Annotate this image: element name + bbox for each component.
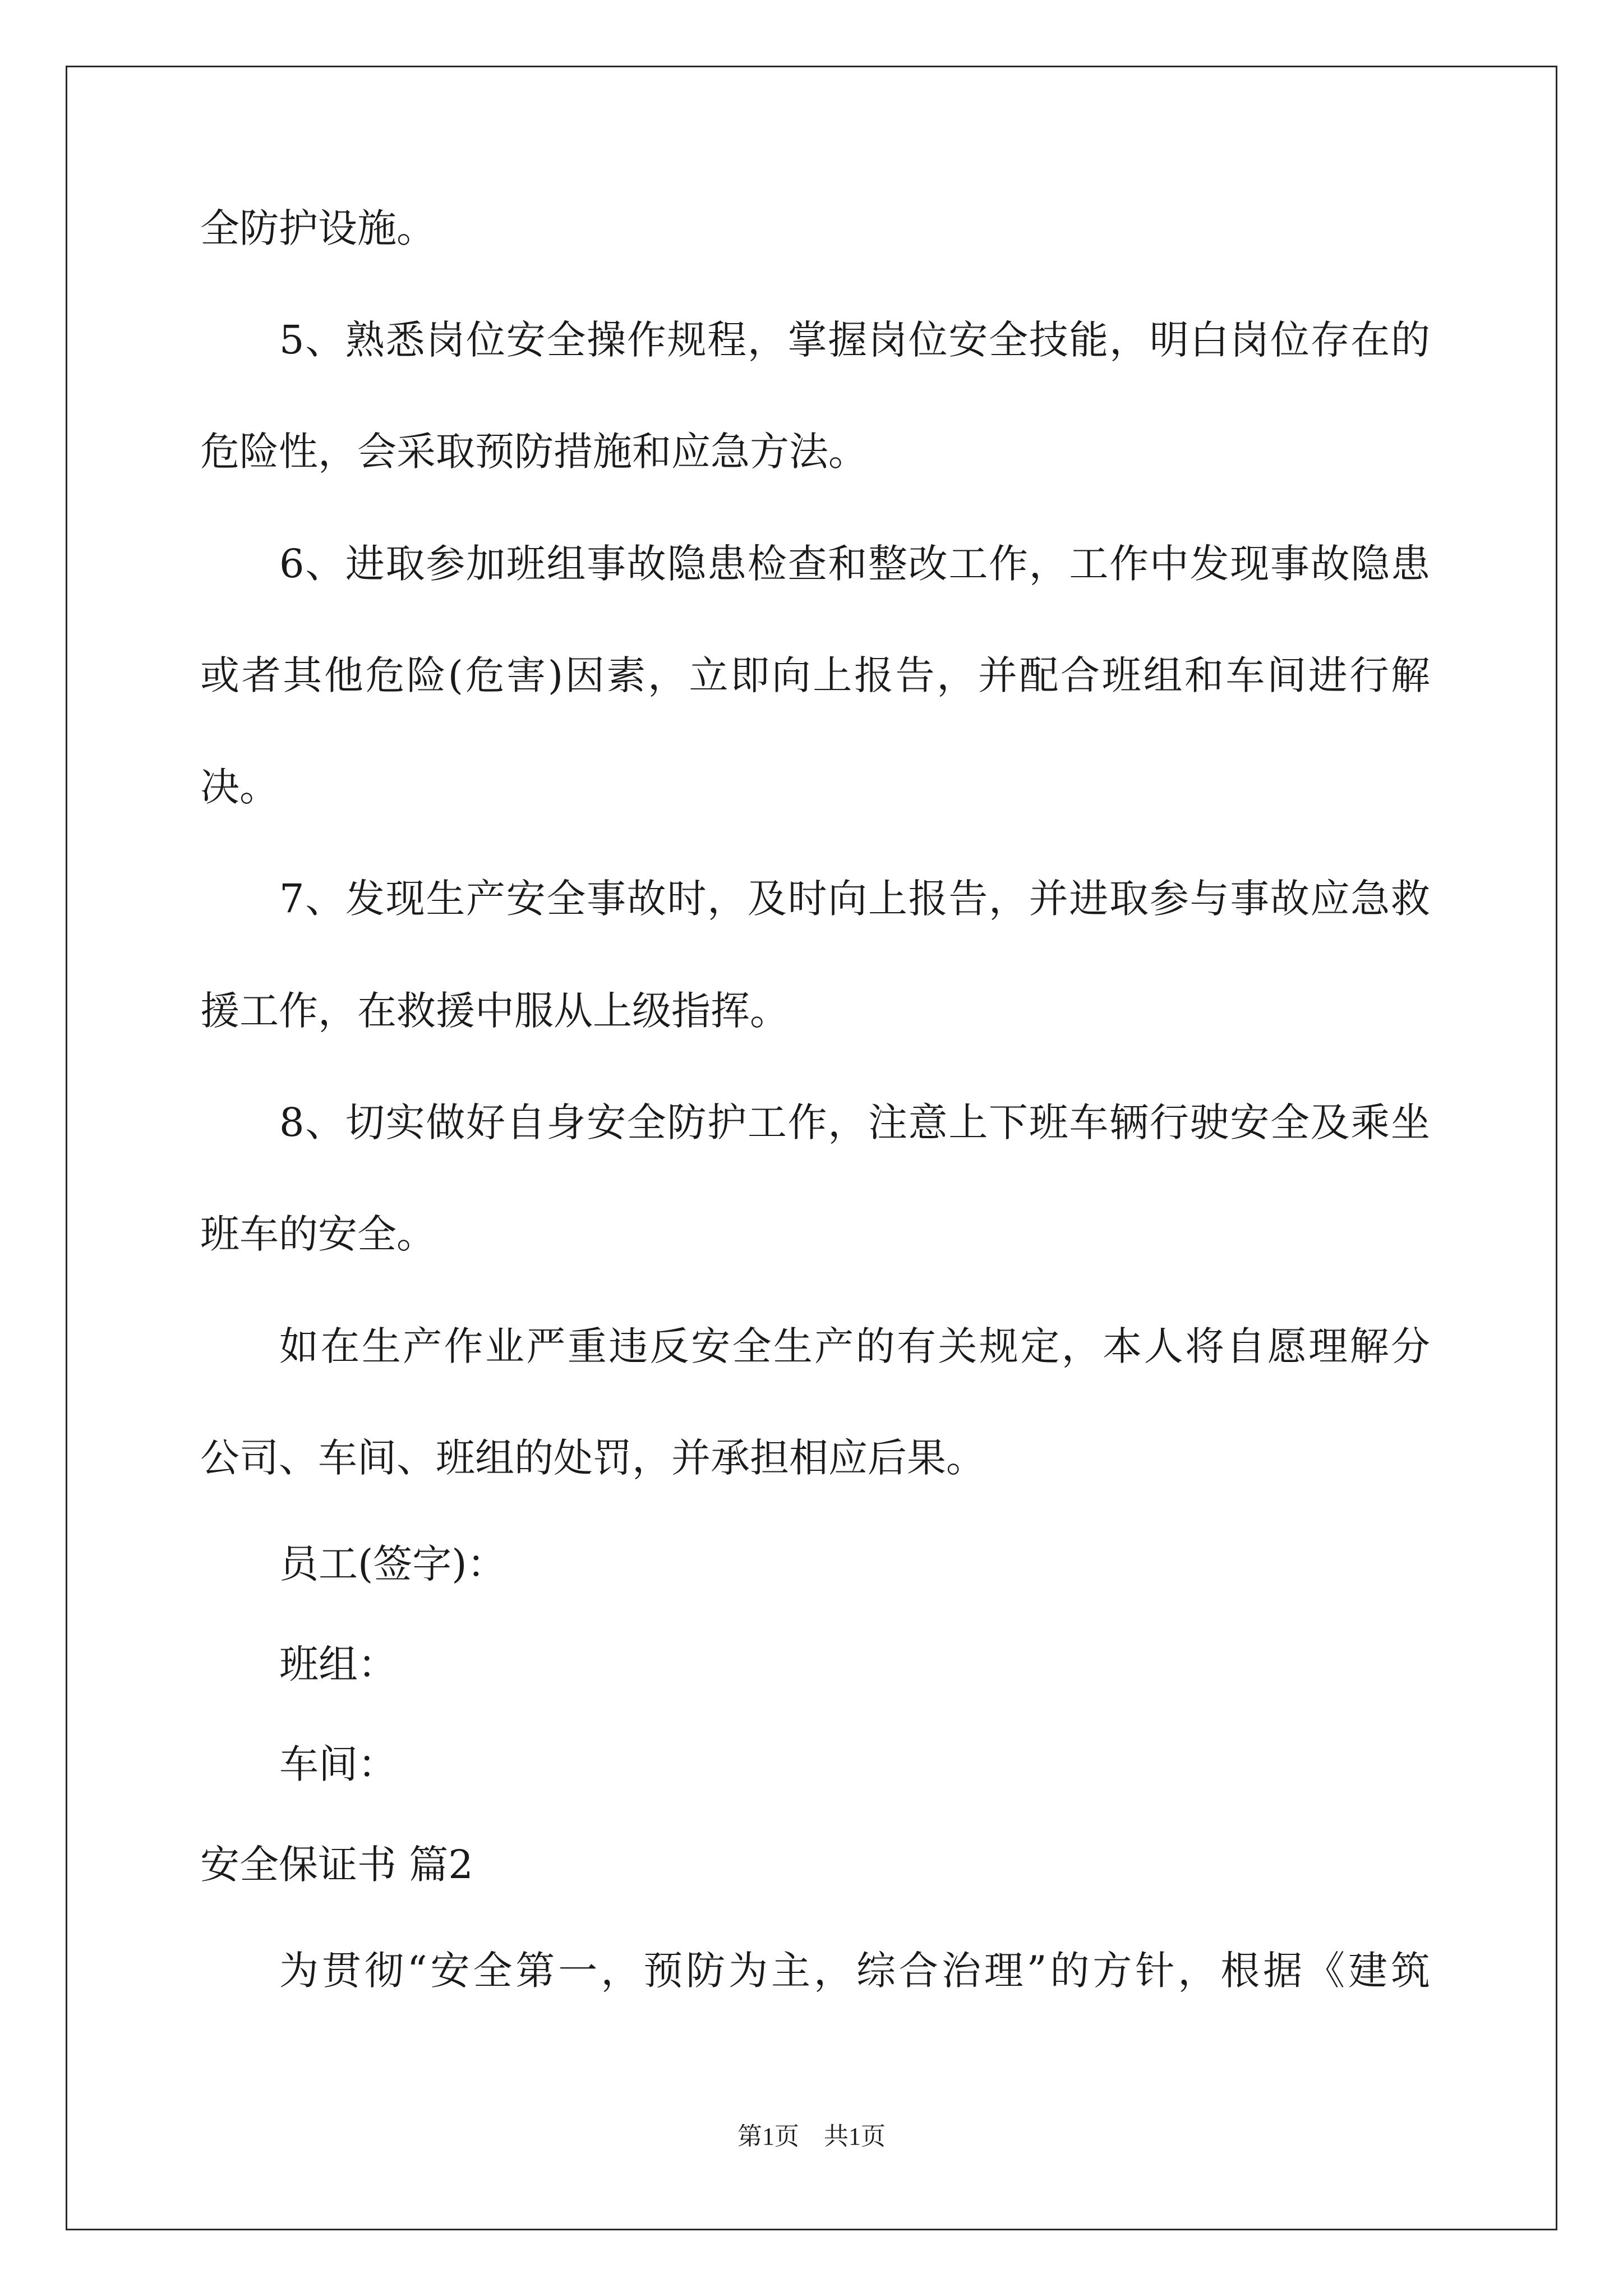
signature-team-label: 班组： <box>279 1641 397 1687</box>
paragraph-line: 班车的安全。 <box>200 1211 436 1257</box>
signature-employee-label: 员工(签字)： <box>279 1541 506 1587</box>
paragraph-line: 决。 <box>200 764 279 810</box>
paragraph-line: 5、熟悉岗位安全操作规程，掌握岗位安全技能，明白岗位存在的 <box>279 317 1430 363</box>
paragraph-line: 危险性，会采取预防措施和应急方法。 <box>200 429 868 475</box>
paragraph-line: 8、切实做好自身安全防护工作，注意上下班车辆行驶安全及乘坐 <box>279 1099 1430 1145</box>
page-footer: 第1页 共1页 <box>737 2123 886 2150</box>
paragraph-line: 公司、车间、班组的处罚，并承担相应后果。 <box>200 1435 985 1481</box>
paragraph-line: 如在生产作业严重违反安全生产的有关规定，本人将自愿理解分 <box>279 1323 1430 1369</box>
paragraph-line: 或者其他危险(危害)因素，立即向上报告，并配合班组和车间进行解 <box>200 652 1430 698</box>
paragraph-line: 7、发现生产安全事故时，及时向上报告，并进取参与事故应急救 <box>279 876 1430 922</box>
paragraph-line: 全防护设施。 <box>200 205 436 251</box>
paragraph-line: 为贯彻“安全第一，预防为主，综合治理”的方针，根据《建筑 <box>279 1948 1430 1994</box>
page-border <box>66 66 1557 2230</box>
signature-workshop-label: 车间： <box>279 1741 397 1787</box>
paragraph-line: 6、进取参加班组事故隐患检查和整改工作，工作中发现事故隐患 <box>279 541 1430 587</box>
paragraph-line: 援工作，在救援中服从上级指挥。 <box>200 988 789 1034</box>
section-heading: 安全保证书 篇2 <box>200 1842 473 1888</box>
